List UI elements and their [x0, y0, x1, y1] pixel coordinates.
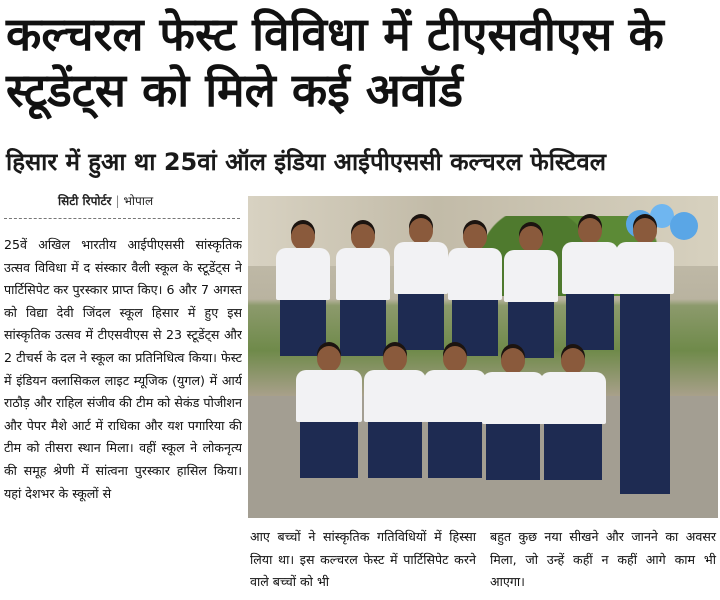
article-column-left: 25वें अखिल भारतीय आईपीएससी सांस्कृतिक उत्सव विविधा में द संस्कार वैली स्कूल के स्टूडेंट्स ने पार्टिसिपेट कर पुरस्कार प्राप्त किए। 6 और 7 अगस्त को विद्या देवी जिंदल स्कूल हिसार में हुए इस सांस्कृतिक उत्सव में टीएसवीएस से 23 स्टूडेंट्स और 2 टीचर्स के दल ने स्कूल का प्रतिनिधित्व किया। फेस्ट में इंडियन क्लासिकल लाइट म्यूजिक (युगल) में आर्य राठौड़ और राहिल संजीव की टीम को सेकंड पोजीशन और पेपर मैशे आर्ट में राधिका और यश पगारिया की टीम को तीसरा स्थान मिला। वहीं स्कूल ने लोकनृत्य की समूह श्रेणी में सांत्वना पुरस्कार हासिल किया। यहां देशभर के स्कूलों से — [4, 237, 242, 501]
article-column-middle: आए बच्चों ने सांस्कृतिक गतिविधियों में हिस्सा लिया था। इस कल्चरल फेस्ट में पार्टिसिपेट करने वाले बच्चों को भी — [250, 529, 476, 590]
student-figure — [276, 224, 330, 364]
student-figure — [540, 348, 606, 498]
article-column-right: बहुत कुछ नया सीखने और जानने का अवसर मिला, जो उन्हें कहीं न कहीं आगे काम भी आएगा। — [490, 529, 716, 590]
byline-reporter: सिटी रिपोर्टर — [58, 194, 112, 208]
student-figure — [364, 346, 426, 496]
student-figure — [562, 218, 618, 368]
byline-city: भोपाल — [123, 194, 154, 208]
byline-divider — [4, 218, 240, 219]
student-figure — [616, 218, 674, 498]
subheadline: हिसार में हुआ था 25वां ऑल इंडिया आईपीएससी कल्चरल फेस्टिवल — [6, 148, 606, 176]
byline-separator: | — [115, 194, 120, 208]
group-photo — [248, 196, 718, 518]
student-figure — [424, 346, 486, 496]
headline: कल्चरल फेस्ट विविधा में टीएसवीएस के स्टूडेंट्स को मिले कई अवॉर्ड — [6, 7, 664, 117]
student-figure — [482, 348, 544, 498]
student-figure — [448, 224, 502, 364]
student-figure — [336, 224, 390, 364]
student-figure — [296, 346, 362, 496]
student-figure — [504, 226, 558, 366]
student-figure — [394, 218, 448, 358]
byline — [58, 192, 153, 209]
